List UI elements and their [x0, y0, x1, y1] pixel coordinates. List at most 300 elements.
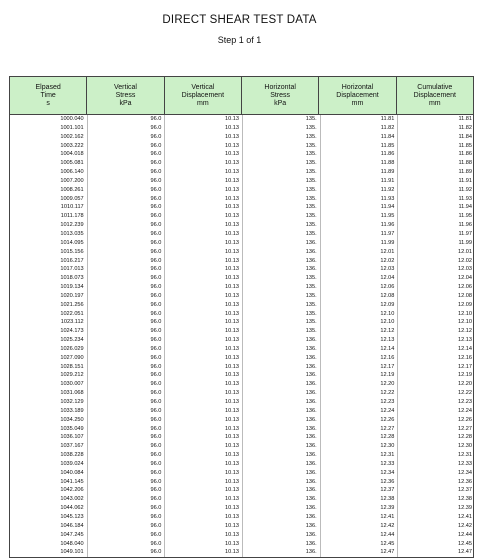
table-cell: 135.: [242, 195, 320, 204]
table-cell: 11.97: [397, 230, 473, 239]
table-row: [10, 433, 473, 442]
table-cell: 136.: [242, 380, 320, 389]
table-cell: 12.08: [397, 292, 473, 301]
table-cell: 1026.029: [60, 345, 84, 352]
table-cell: 135.: [242, 327, 320, 336]
table-cell: 12.10: [320, 310, 398, 319]
table-cell: 96.0: [87, 310, 165, 319]
table-cell: 12.34: [320, 469, 398, 478]
table-row: [10, 495, 473, 504]
table-cell: 11.85: [320, 142, 398, 151]
table-cell: 10.13: [164, 495, 242, 504]
table-cell: 10.13: [164, 177, 242, 186]
table-cell: 12.12: [397, 327, 473, 336]
table-cell: 12.44: [320, 531, 398, 540]
header-unit: kPa: [119, 99, 132, 107]
table-cell: 11.91: [320, 177, 398, 186]
table-row: [10, 442, 473, 451]
table-cell: 10.13: [164, 186, 242, 195]
table-cell: 12.27: [320, 425, 398, 434]
table-cell: 12.14: [320, 345, 398, 354]
table-cell: 10.13: [164, 451, 242, 460]
table-cell: 1047.245: [60, 531, 84, 538]
table-cell: 12.39: [397, 504, 473, 513]
table-cell: 11.88: [320, 159, 398, 168]
table-cell: 1037.167: [60, 443, 84, 450]
table-row: [10, 522, 473, 531]
header-line: Stress: [115, 91, 136, 99]
table-cell: 135.: [242, 203, 320, 212]
table-cell: 12.09: [397, 301, 473, 310]
table-cell: 12.28: [320, 433, 398, 442]
table-row: [10, 159, 473, 168]
table-cell: 11.92: [320, 186, 398, 195]
table-cell: 10.13: [164, 124, 242, 133]
table-cell: 1025.234: [60, 337, 84, 344]
table-cell: 10.13: [164, 371, 242, 380]
table-cell: 12.47: [397, 548, 473, 557]
table-cell: 11.94: [397, 203, 473, 212]
table-cell: 12.06: [320, 283, 398, 292]
table-cell: 12.28: [397, 433, 473, 442]
table-cell: 1004.018: [60, 151, 84, 158]
table-cell: 12.12: [320, 327, 398, 336]
table-row: [10, 345, 473, 354]
table-cell: 135.: [242, 115, 320, 124]
table-cell: 96.0: [87, 371, 165, 380]
table-cell: 1028.151: [60, 363, 84, 370]
table-cell: 1031.068: [60, 390, 84, 397]
table-cell: 10.13: [164, 150, 242, 159]
header-line: Time: [40, 91, 56, 99]
table-cell: 10.13: [164, 389, 242, 398]
table-cell: 1023.112: [60, 319, 84, 326]
table-cell: 136.: [242, 486, 320, 495]
table-cell: 96.0: [87, 354, 165, 363]
table-cell: 1013.035: [60, 230, 84, 237]
column-header-cumulative-displacement: [396, 77, 473, 114]
table-cell: 12.41: [397, 513, 473, 522]
header-unit: s: [46, 99, 50, 107]
table-cell: 12.38: [397, 495, 473, 504]
table-cell: 1008.261: [60, 186, 84, 193]
table-cell: 12.17: [397, 363, 473, 372]
table-cell: 135.: [242, 142, 320, 151]
header-unit: mm: [196, 99, 209, 107]
table-cell: 96.0: [87, 124, 165, 133]
table-row: [10, 221, 473, 230]
table-cell: 1021.256: [60, 301, 84, 308]
table-row: [10, 407, 473, 416]
step-label: Step 1 of 1: [217, 35, 262, 45]
table-cell: 96.0: [87, 133, 165, 142]
table-cell: 10.13: [164, 469, 242, 478]
table-row: [10, 115, 473, 124]
table-cell: 12.39: [320, 504, 398, 513]
table-cell: 10.13: [164, 345, 242, 354]
table-cell: 10.13: [164, 442, 242, 451]
table-cell: 135.: [242, 168, 320, 177]
table-row: [10, 389, 473, 398]
table-cell: 12.26: [397, 416, 473, 425]
table-row: [10, 283, 473, 292]
table-row: [10, 371, 473, 380]
table-cell: 12.33: [397, 460, 473, 469]
table-row: [10, 301, 473, 310]
table-row: [10, 460, 473, 469]
header-line: Horizontal: [341, 83, 374, 91]
table-cell: 96.0: [87, 531, 165, 540]
table-cell: 1024.173: [60, 328, 84, 335]
header-line: Cumulative: [417, 83, 453, 91]
table-cell: 1016.217: [60, 257, 84, 264]
table-cell: 12.30: [397, 442, 473, 451]
table-cell: 10.13: [164, 513, 242, 522]
table-row: [10, 380, 473, 389]
table-cell: 96.0: [87, 168, 165, 177]
table-cell: 96.0: [87, 345, 165, 354]
table-cell: 1000.040: [60, 116, 84, 122]
table-cell: 11.96: [320, 221, 398, 230]
table-cell: 10.13: [164, 239, 242, 248]
table-cell: 10.13: [164, 212, 242, 221]
table-cell: 136.: [242, 239, 320, 248]
table-cell: 135.: [242, 177, 320, 186]
table-cell: 10.13: [164, 380, 242, 389]
data-table: [9, 76, 474, 558]
table-cell: 12.47: [320, 548, 398, 557]
table-cell: 136.: [242, 265, 320, 274]
table-cell: 135.: [242, 124, 320, 133]
table-cell: 10.13: [164, 230, 242, 239]
table-cell: 12.24: [397, 407, 473, 416]
table-cell: 12.44: [397, 531, 473, 540]
table-cell: 96.0: [87, 142, 165, 151]
table-row: [10, 248, 473, 257]
table-cell: 11.84: [397, 133, 473, 142]
table-cell: 96.0: [87, 212, 165, 221]
header-line: Displacement: [181, 91, 225, 99]
document-title: DIRECT SHEAR TEST DATA: [162, 14, 317, 26]
table-row: [10, 177, 473, 186]
table-cell: 96.0: [87, 486, 165, 495]
table-row: [10, 195, 473, 204]
table-cell: 96.0: [87, 363, 165, 372]
table-cell: 10.13: [164, 478, 242, 487]
table-cell: 10.13: [164, 310, 242, 319]
table-cell: 96.0: [87, 221, 165, 230]
table-cell: 11.81: [320, 115, 398, 124]
header-line: Displacement: [336, 91, 379, 99]
table-cell: 10.13: [164, 522, 242, 531]
table-cell: 1039.024: [60, 460, 84, 467]
table-cell: 12.13: [320, 336, 398, 345]
table-cell: 96.0: [87, 318, 165, 327]
table-cell: 12.23: [320, 398, 398, 407]
table-cell: 10.13: [164, 363, 242, 372]
table-cell: 136.: [242, 248, 320, 257]
table-cell: 96.0: [87, 504, 165, 513]
table-cell: 10.13: [164, 425, 242, 434]
table-cell: 96.0: [87, 407, 165, 416]
table-cell: 10.13: [164, 354, 242, 363]
table-cell: 12.16: [397, 354, 473, 363]
table-row: [10, 416, 473, 425]
table-cell: 1005.081: [60, 160, 84, 167]
table-cell: 136.: [242, 425, 320, 434]
table-cell: 1001.101: [60, 124, 84, 131]
table-cell: 10.13: [164, 159, 242, 168]
table-cell: 1034.250: [60, 416, 84, 423]
table-cell: 135.: [242, 221, 320, 230]
table-cell: 10.13: [164, 168, 242, 177]
table-row: [10, 486, 473, 495]
table-cell: 135.: [242, 292, 320, 301]
table-cell: 1046.184: [60, 522, 84, 529]
table-cell: 96.0: [87, 230, 165, 239]
table-cell: 11.84: [320, 133, 398, 142]
column-header-horizontal-displacement: [318, 77, 395, 114]
table-row: [10, 292, 473, 301]
table-cell: 96.0: [87, 442, 165, 451]
table-row: [10, 327, 473, 336]
table-row: [10, 451, 473, 460]
table-body: [10, 115, 473, 557]
table-cell: 1010.117: [60, 204, 84, 211]
table-row: [10, 133, 473, 142]
table-cell: 10.13: [164, 433, 242, 442]
table-cell: 10.13: [164, 257, 242, 266]
table-cell: 10.13: [164, 292, 242, 301]
table-row: [10, 336, 473, 345]
table-cell: 10.13: [164, 548, 242, 557]
table-header: [10, 77, 473, 115]
table-cell: 11.99: [397, 239, 473, 248]
table-cell: 1042.206: [60, 487, 84, 494]
table-cell: 96.0: [87, 513, 165, 522]
table-cell: 1018.073: [60, 275, 84, 282]
table-cell: 1014.095: [60, 239, 84, 246]
table-cell: 1048.040: [60, 540, 84, 547]
column-header-vertical-stress: [86, 77, 163, 114]
table-cell: 1003.222: [60, 142, 84, 149]
table-cell: 11.91: [397, 177, 473, 186]
table-cell: 136.: [242, 354, 320, 363]
table-cell: 135.: [242, 230, 320, 239]
table-cell: 12.37: [320, 486, 398, 495]
table-cell: 96.0: [87, 248, 165, 257]
table-cell: 11.97: [320, 230, 398, 239]
header-line: Horizontal: [264, 83, 296, 91]
header-line: Stress: [270, 91, 291, 99]
table-row: [10, 239, 473, 248]
header-line: Vertical: [191, 83, 215, 91]
table-cell: 1036.107: [60, 434, 84, 441]
table-cell: 1030.007: [60, 381, 84, 388]
table-cell: 12.08: [320, 292, 398, 301]
table-row: [10, 168, 473, 177]
table-cell: 12.13: [397, 336, 473, 345]
table-row: [10, 150, 473, 159]
table-cell: 96.0: [87, 398, 165, 407]
table-cell: 10.13: [164, 531, 242, 540]
table-cell: 12.02: [397, 257, 473, 266]
table-cell: 1029.212: [60, 372, 84, 379]
table-cell: 136.: [242, 469, 320, 478]
table-cell: 1022.051: [60, 310, 84, 317]
table-cell: 12.26: [320, 416, 398, 425]
table-cell: 11.86: [320, 150, 398, 159]
table-cell: 136.: [242, 442, 320, 451]
table-cell: 136.: [242, 513, 320, 522]
table-cell: 136.: [242, 495, 320, 504]
table-cell: 96.0: [87, 186, 165, 195]
table-cell: 10.13: [164, 221, 242, 230]
table-cell: 1033.189: [60, 407, 84, 414]
table-cell: 12.30: [320, 442, 398, 451]
table-cell: 12.01: [320, 248, 398, 257]
table-cell: 12.38: [320, 495, 398, 504]
table-row: [10, 274, 473, 283]
header-line: Elpased: [35, 83, 61, 91]
table-cell: 12.09: [320, 301, 398, 310]
table-row: [10, 504, 473, 513]
table-row: [10, 318, 473, 327]
table-row: [10, 124, 473, 133]
table-cell: 11.95: [320, 212, 398, 221]
table-cell: 10.13: [164, 283, 242, 292]
table-cell: 136.: [242, 257, 320, 266]
table-cell: 135.: [242, 310, 320, 319]
table-cell: 135.: [242, 159, 320, 168]
table-cell: 1044.062: [60, 505, 84, 512]
table-cell: 96.0: [87, 389, 165, 398]
header-unit: kPa: [274, 99, 287, 107]
table-cell: 96.0: [87, 495, 165, 504]
table-row: [10, 265, 473, 274]
table-cell: 12.04: [397, 274, 473, 283]
table-cell: 12.10: [320, 318, 398, 327]
table-cell: 96.0: [87, 150, 165, 159]
table-cell: 96.0: [87, 327, 165, 336]
table-cell: 11.82: [320, 124, 398, 133]
table-row: [10, 478, 473, 487]
table-cell: 136.: [242, 460, 320, 469]
table-cell: 96.0: [87, 203, 165, 212]
table-cell: 136.: [242, 389, 320, 398]
table-cell: 136.: [242, 336, 320, 345]
table-cell: 12.10: [397, 318, 473, 327]
table-row: [10, 398, 473, 407]
table-cell: 1011.178: [60, 213, 84, 220]
table-cell: 12.36: [320, 478, 398, 487]
table-cell: 10.13: [164, 265, 242, 274]
table-cell: 1043.002: [60, 496, 84, 503]
table-cell: 11.92: [397, 186, 473, 195]
table-cell: 12.34: [397, 469, 473, 478]
table-cell: 1027.090: [60, 354, 84, 361]
table-cell: 96.0: [87, 478, 165, 487]
table-cell: 11.86: [397, 150, 473, 159]
table-cell: 12.24: [320, 407, 398, 416]
table-cell: 136.: [242, 451, 320, 460]
table-cell: 12.14: [397, 345, 473, 354]
table-cell: 96.0: [87, 265, 165, 274]
table-cell: 10.13: [164, 318, 242, 327]
table-cell: 12.20: [397, 380, 473, 389]
table-cell: 96.0: [87, 433, 165, 442]
table-cell: 135.: [242, 274, 320, 283]
table-cell: 136.: [242, 345, 320, 354]
table-cell: 12.02: [320, 257, 398, 266]
table-cell: 12.20: [320, 380, 398, 389]
table-cell: 10.13: [164, 336, 242, 345]
column-header-vertical-displacement: [164, 77, 241, 114]
table-cell: 96.0: [87, 540, 165, 549]
table-cell: 96.0: [87, 469, 165, 478]
table-row: [10, 540, 473, 549]
table-cell: 96.0: [87, 283, 165, 292]
table-cell: 10.13: [164, 301, 242, 310]
table-cell: 136.: [242, 363, 320, 372]
table-cell: 1006.140: [60, 169, 84, 176]
table-cell: 96.0: [87, 195, 165, 204]
table-cell: 10.13: [164, 133, 242, 142]
table-cell: 10.13: [164, 203, 242, 212]
table-cell: 96.0: [87, 380, 165, 389]
table-cell: 96.0: [87, 451, 165, 460]
table-cell: 12.33: [320, 460, 398, 469]
table-cell: 10.13: [164, 142, 242, 151]
table-cell: 10.13: [164, 416, 242, 425]
table-cell: 10.13: [164, 115, 242, 124]
table-cell: 10.13: [164, 248, 242, 257]
table-cell: 135.: [242, 318, 320, 327]
table-cell: 11.99: [320, 239, 398, 248]
table-cell: 11.81: [397, 115, 473, 124]
table-cell: 135.: [242, 212, 320, 221]
table-cell: 1019.134: [60, 284, 84, 291]
table-cell: 136.: [242, 407, 320, 416]
table-cell: 136.: [242, 478, 320, 487]
table-cell: 12.06: [397, 283, 473, 292]
table-cell: 10.13: [164, 540, 242, 549]
table-cell: 135.: [242, 150, 320, 159]
table-cell: 1035.049: [60, 425, 84, 432]
table-cell: 96.0: [87, 548, 165, 557]
table-row: [10, 203, 473, 212]
table-row: [10, 548, 473, 557]
table-row: [10, 363, 473, 372]
table-cell: 12.36: [397, 478, 473, 487]
table-cell: 12.10: [397, 310, 473, 319]
table-cell: 96.0: [87, 460, 165, 469]
table-cell: 96.0: [87, 274, 165, 283]
column-header-horizontal-stress: [241, 77, 318, 114]
table-cell: 135.: [242, 186, 320, 195]
table-cell: 1038.228: [60, 452, 84, 459]
table-cell: 12.41: [320, 513, 398, 522]
table-cell: 96.0: [87, 115, 165, 124]
table-row: [10, 257, 473, 266]
table-cell: 1020.197: [60, 292, 84, 299]
table-cell: 10.13: [164, 486, 242, 495]
table-row: [10, 186, 473, 195]
table-cell: 96.0: [87, 336, 165, 345]
table-cell: 96.0: [87, 177, 165, 186]
table-cell: 11.85: [397, 142, 473, 151]
table-cell: 11.89: [397, 168, 473, 177]
